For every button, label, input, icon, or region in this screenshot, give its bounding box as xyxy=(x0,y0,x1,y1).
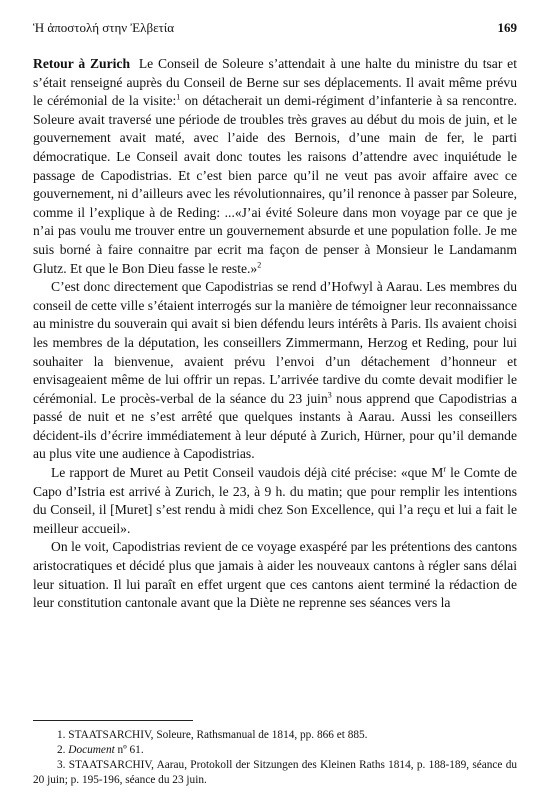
footnote-divider xyxy=(33,720,193,721)
side-heading: Retour à Zurich xyxy=(33,56,131,71)
paragraph-3-text-b: le Comte de Capo d’Istria est arrivé à Zurich, le 23, à 9 h. du matin; que pour remplir les intentions du Conseil, il [Muret] s’est rendu à midi chez Son Excellence, qui l’a reçu et lui a fait le meilleur accueil». xyxy=(33,465,517,536)
footnote-2-italic: Document xyxy=(68,744,115,756)
paragraph-1-text-a: Le Conseil de Soleure s’attendait à une halte du ministre du tsar et s’était renseigné auprès du Conseil de Berne sur ses déplacements. Il avait même prévu le cérémonial de la visite: xyxy=(33,56,517,109)
footnote-2-rest: nº 61. xyxy=(114,744,144,756)
running-title: Ἡ ἀποστολή στην Ἐλβετία xyxy=(33,20,175,35)
footnote-ref-1[interactable]: 1 xyxy=(176,92,181,102)
paragraph-1-text-b: on détacherait un demi-régiment d’infanterie à sa rencontre. Soleure avait traversé une période de troubles très graves au début du mois de juin, et le gouvernement avait maté, avec l’aide des Bernois, d’une main de fer, le parti démocratique. Le Conseil avait donc toutes les raisons d’attendre avec inquiétude le passage de Capodistrias. Et c’est bien parce qu’il ne veut pas avoir affaire avec ce gouvernement, ni d’ailleurs avec les révolutionnaires, qu’il renonce à passer par Soleure, comme il l’explique à de Reding: ...«J’ai évité Soleure dans mon voyage par ce que je n’ai pas voulu me trouver entre un gouvernement absurde et une population folle. Je me suis borné à faire connaitre par ecrit ma façon de penser à Monsieur le Landamanm Glutz. Et que le Bon Dieu fasse le reste.» xyxy=(33,93,518,276)
paragraph-4-text: On le voit, Capodistrias revient de ce voyage exaspéré par les prétentions des cantons aristocratiques et décidé plus que jamais à aider les nouveaux cantons à régler sans délai leur situation. Il lui paraît en effet urgent que ces cantons aient terminé la rédaction de leur constitution cantonale avant que la Diète ne reprenne ses séances vers la xyxy=(33,539,517,611)
paragraph-4 xyxy=(33,538,517,612)
paragraph-2-text-a: C’est donc directement que Capodistrias se rend d’Hofwyl à Aarau. Les membres du conseil de cette ville s’étaient interrogés sur la manière de témoigner leur reconnaissance au ministre du souverain qui avait si bien défendu leurs intérêts à Paris. Ils avaient choisi les membres de la députation, les conseillers Zimmermann, Herzog et Reding, pour lui souhaiter la bienvenue, avaient prévu l’envoi d’un détachement d’honneur et envisageaient même de lui offrir un repas. L’arrivée tardive du comte devait modifier le cérémonial. Le procès-verbal de la séance du 23 juin xyxy=(33,279,517,406)
paragraph-3-text-a: Le rapport de Muret au Petit Conseil vaudois déjà cité précise: «que M xyxy=(51,465,444,481)
footnote-3: 3. STAATSARCHIV, Aarau, Protokoll der Sitzungen des Kleinen Raths 1814, p. 188-189, séance du 20 juin; p. 195-196, séance du 23 juin. xyxy=(33,759,517,786)
footnotes xyxy=(33,728,517,788)
footnote-1: 1. STAATSARCHIV, Soleure, Rathsmanual de 1814, pp. 866 et 885. xyxy=(57,729,368,741)
footnote-2-number: 2. xyxy=(57,744,69,756)
paragraph-1 xyxy=(33,55,517,278)
footnote-ref-3[interactable]: 3 xyxy=(327,390,332,400)
page-number: 169 xyxy=(497,20,517,35)
paragraph-2 xyxy=(33,278,517,464)
main-text xyxy=(33,55,517,613)
paragraph-2-text-b: nous apprend que Capodistrias a passé de nuit et ne s’est arrêté que quelques instants à Aarau. Aussi les conseillers décident-ils d’écrire immédiatement à leur député à Zurich, Hürner, pour qu’il demande au plus vite une audience à Capodistrias. xyxy=(33,390,517,462)
paragraph-3 xyxy=(33,464,517,538)
superscript-r: r xyxy=(443,464,447,474)
running-header xyxy=(33,20,517,36)
footnote-2 xyxy=(33,743,517,758)
footnote-ref-2[interactable]: 2 xyxy=(257,260,262,269)
